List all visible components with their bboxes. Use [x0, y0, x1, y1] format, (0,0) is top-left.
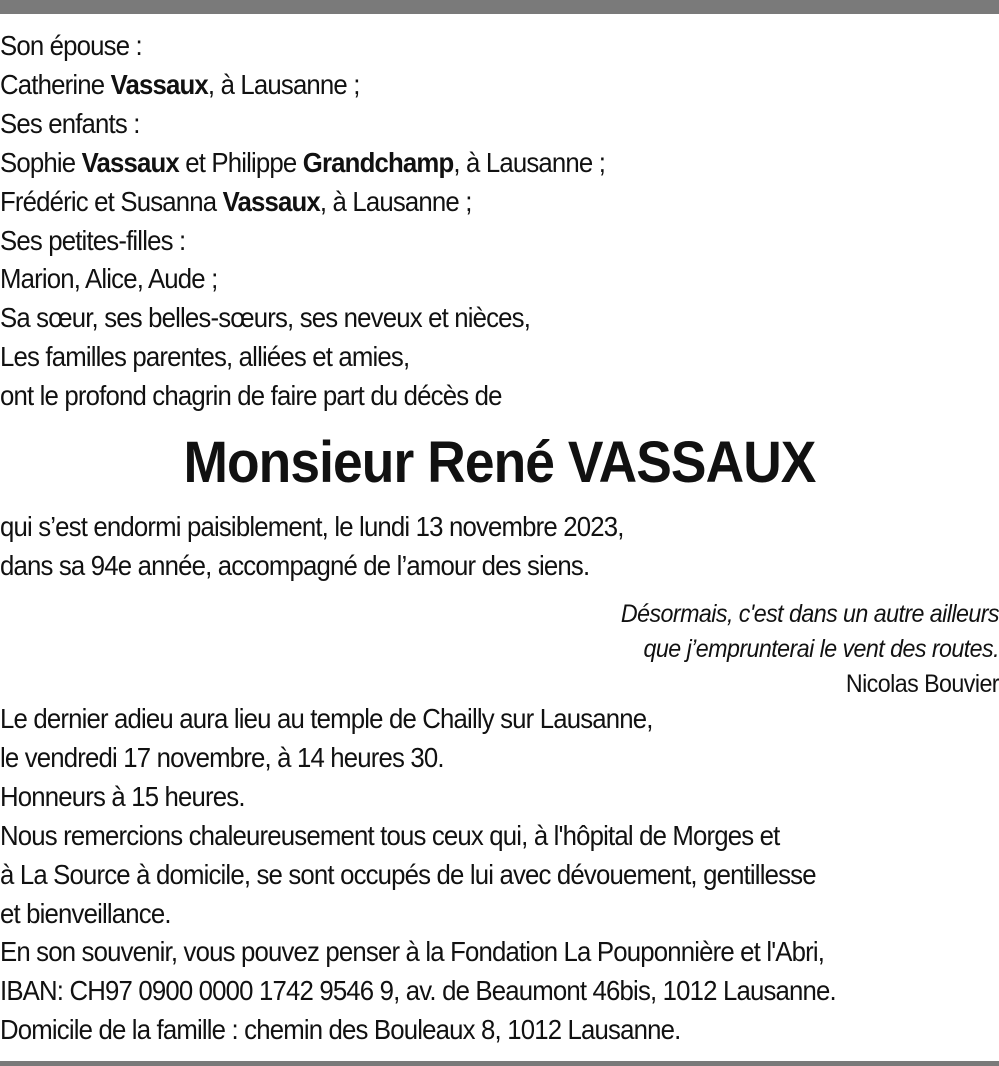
service-line: Nous remercions chaleureusement tous ceux qui, à l'hôpital de Morges et	[0, 819, 780, 851]
spouse-heading: Son épouse :	[0, 30, 142, 61]
grandchildren-heading: Ses petites-filles :	[0, 224, 186, 256]
child-line: Sophie Vassaux et Philippe Grandchamp, à Lausanne ;	[0, 146, 606, 178]
deceased-name: Monsieur René VASSAUX	[183, 430, 816, 495]
spouse-line: Catherine Vassaux, à Lausanne ;	[0, 68, 360, 100]
death-line: qui s’est endormi paisiblement, le lundi 13 novembre 2023,	[0, 511, 624, 542]
relatives-line: Les familles parentes, alliées et amies,	[0, 341, 410, 373]
children-heading: Ses enfants :	[0, 107, 140, 139]
death-notice	[0, 508, 999, 586]
service-line: IBAN: CH97 0900 0000 1742 9546 9, av. de Beaumont 46bis, 1012 Lausanne.	[0, 975, 836, 1007]
top-border-rule	[0, 0, 999, 14]
child-line: Frédéric et Susanna Vassaux, à Lausanne ;	[0, 185, 472, 217]
service-details	[0, 700, 999, 1050]
service-line: le vendredi 17 novembre, à 14 heures 30.	[0, 741, 444, 773]
announcement-line: ont le profond chagrin de faire part du décès de	[0, 380, 502, 412]
siblings-line: Sa sœur, ses belles-sœurs, ses neveux et nièces,	[0, 302, 531, 334]
quote-line: Désormais, c'est dans un autre ailleurs	[620, 600, 999, 628]
service-line: à La Source à domicile, se sont occupés de lui avec dévouement, gentillesse	[0, 858, 816, 890]
quote-line: que j’emprunterai le vent des routes.	[643, 635, 999, 663]
service-line: et bienveillance.	[0, 897, 171, 929]
service-line: En son souvenir, vous pouvez penser à la Fondation La Pouponnière et l'Abri,	[0, 936, 825, 968]
family-list	[0, 27, 999, 416]
bottom-border-rule	[0, 1061, 999, 1066]
death-line: dans sa 94e année, accompagné de l’amour des siens.	[0, 549, 590, 581]
service-line: Honneurs à 15 heures.	[0, 780, 245, 812]
service-line: Le dernier adieu aura lieu au temple de Chailly sur Lausanne,	[0, 703, 653, 734]
epitaph-quote	[0, 597, 999, 702]
service-line: Domicile de la famille : chemin des Bouleaux 8, 1012 Lausanne.	[0, 1014, 681, 1046]
quote-author: Nicolas Bouvier	[845, 670, 999, 698]
grandchildren-line: Marion, Alice, Aude ;	[0, 263, 218, 295]
